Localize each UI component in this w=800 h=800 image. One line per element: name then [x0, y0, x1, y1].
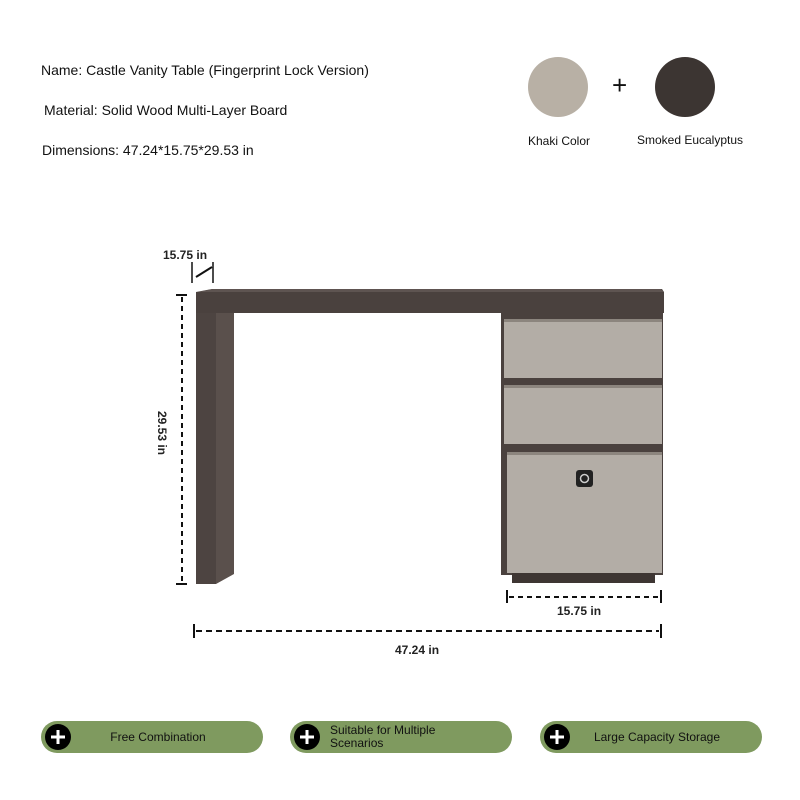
plus-icon: +: [612, 70, 628, 100]
drawer-2-top: [504, 385, 662, 388]
feature-label: Large Capacity Storage: [593, 729, 721, 744]
cabinet-width-label: 15.75 in: [557, 604, 602, 618]
drawer-1-top: [504, 319, 662, 322]
cabinet-door-top: [507, 452, 662, 455]
product-name: Name: Castle Vanity Table (Fingerprint Lock Version): [41, 62, 369, 78]
tabletop: [196, 289, 664, 313]
height-label: 29.53 in: [155, 410, 170, 456]
feature-large-capacity-storage: [540, 721, 762, 753]
plus-circle-icon: [544, 724, 570, 750]
table-leg-side: [216, 310, 234, 584]
feature-multiple-scenarios: [290, 721, 512, 753]
plus-circle-icon: [45, 724, 71, 750]
drawer-1: [504, 319, 662, 378]
cabinet-plinth: [512, 573, 655, 583]
product-material: Material: Solid Wood Multi-Layer Board: [44, 102, 288, 118]
fingerprint-lock-icon: [576, 470, 593, 487]
plus-circle-icon: [294, 724, 320, 750]
feature-label: Suitable for Multiple Scenarios: [330, 723, 436, 750]
tabletop-top-face: [198, 289, 664, 292]
feature-label: Free Combination: [110, 729, 206, 744]
feature-free-combination: [41, 721, 263, 753]
total-width-label: 47.24 in: [395, 643, 440, 657]
smoked-eucalyptus-label: Smoked Eucalyptus: [636, 133, 744, 147]
product-dimensions: Dimensions: 47.24*15.75*29.53 in: [42, 142, 254, 158]
table-leg: [196, 296, 216, 584]
depth-top-label: 15.75 in: [163, 248, 208, 262]
khaki-color-label: Khaki Color: [527, 134, 591, 148]
drawer-2: [504, 385, 662, 444]
